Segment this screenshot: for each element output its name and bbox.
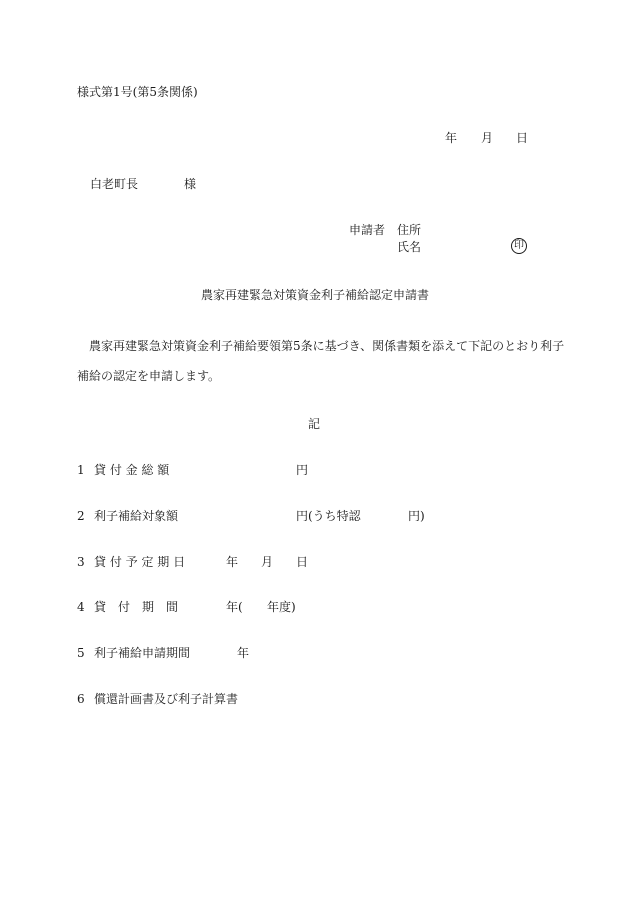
item-number: 6	[77, 692, 85, 706]
item-label: 利子補給申請期間	[94, 646, 191, 660]
form-number: 様式第1号(第5条関係)	[77, 85, 198, 99]
applicant-address-label: 住所	[397, 223, 422, 237]
item-label: 貸 付 期 間	[94, 600, 179, 614]
item-day: 日	[296, 555, 309, 569]
item-number: 4	[77, 600, 85, 614]
date-month: 月	[481, 131, 494, 145]
applicant-label: 申請者	[349, 223, 386, 237]
item-number: 2	[77, 509, 85, 523]
item-label: 貸 付 金 総 額	[94, 463, 170, 477]
item-number: 3	[77, 555, 85, 569]
item-unit-2: 年度)	[267, 600, 296, 614]
addressee-honorific: 様	[184, 177, 197, 191]
date-day: 日	[516, 131, 529, 145]
document-title: 農家再建緊急対策資金利子補給認定申請書	[201, 288, 430, 302]
item-unit: 年(	[226, 600, 243, 614]
item-unit: 年	[237, 646, 250, 660]
item-unit: 円(うち特認	[296, 509, 361, 523]
item-label: 貸 付 予 定 期 日	[94, 555, 186, 569]
addressee-name: 白老町長	[90, 177, 139, 191]
item-label: 償還計画書及び利子計算書	[94, 692, 239, 706]
body-line-2: 補給の認定を申請します。	[77, 369, 221, 383]
item-unit-2: 円)	[408, 509, 425, 523]
seal-mark: 印	[511, 238, 527, 254]
body-line-1: 農家再建緊急対策資金利子補給要領第5条に基づき、関係書類を添えて下記のとおり利子	[89, 339, 565, 353]
item-label: 利子補給対象額	[94, 509, 179, 523]
applicant-name-label: 氏名	[397, 240, 422, 254]
item-month: 月	[261, 555, 274, 569]
date-year: 年	[445, 131, 458, 145]
item-unit: 円	[296, 463, 309, 477]
item-number: 5	[77, 646, 85, 660]
ki-heading: 記	[308, 417, 321, 431]
item-number: 1	[77, 463, 85, 477]
item-year: 年	[226, 555, 239, 569]
